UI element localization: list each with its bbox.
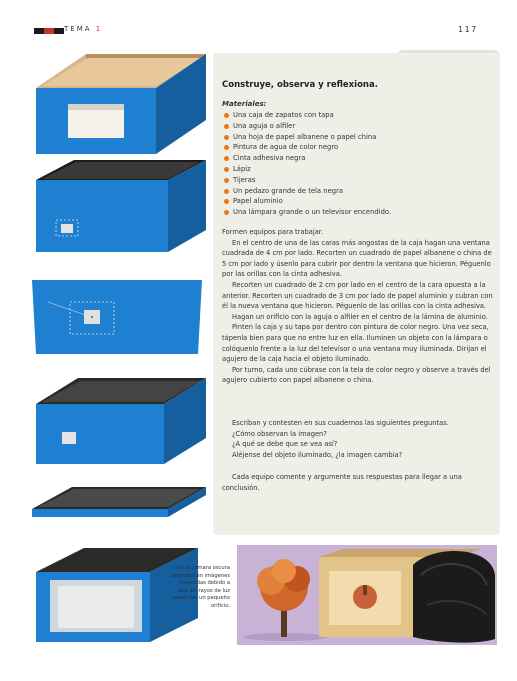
questions-intro: Escriban y contesten en sus cuadernos las siguientes preguntas. [232,419,449,427]
instruction-paragraph: Formen equipos para trabajar. [222,228,324,236]
instruction-paragraph: Recorten un cuadrado de 2 cm por lado en el centro de la cara opuesta a la anterior. Recorten un cuadrado de 3 cm por lado de papel aluminio y cubran con él la nueva ventana que hicieron. Péguenlo de las orillas con la cinta adhesiva. [222,280,493,311]
instruction-paragraph: Pinten la caja y su tapa por dentro con pintura de color negro. Una vez seca, tápenla bien para que no entre luz en ella. Iluminen un objeto con la lámpara o colóquenlo frente a la luz del televisor o una ventana muy iluminada. Dirijan el agujero de la caja hacia el objeto iluminado. [222,323,489,364]
list-item: Pintura de agua de color negro [222,142,492,153]
tema-block-icon [34,28,44,34]
figure-caption: En la cámara oscura se producen imágenes invertidas debido a que los rayos de luz pasan por un pequeño orificio. [171,565,230,609]
list-item: Lápiz [222,164,492,175]
list-item: Una aguja o alfiler [222,121,492,132]
tema-number: 1 [95,25,103,33]
page-number: 117 [458,25,478,34]
panel-title: Construye, observa y reflexiona. [222,80,378,90]
box-illustration-lid [28,485,210,525]
materials-heading: Materiales: [222,100,267,108]
closing-block [222,472,494,493]
instruction-paragraph: Hagan un orificio con la aguja o alfiler en el centro de la lámina de aluminio. [232,312,488,321]
list-item: Un pedazo grande de tela negra [222,186,492,197]
closing-text: Cada equipo comente y argumente sus respuestas para llegar a una conclusión. [222,473,462,492]
instruction-paragraph: En el centro de una de las caras más angostas de la caja hagan una ventana cuadrada de 4 cm por lado. Recorten un cuadrado de papel albanene o china de 5 cm por lado y úsenlo para cubrir por dentro la ventana que hicieron. Péguenlo por las orillas con la cinta adhesiva. [222,238,492,279]
box-illustration-small-window [28,160,210,260]
question-item: ¿A qué se debe que se vea así? [232,440,338,449]
list-item: Papel aluminio [222,196,492,207]
question-item: ¿Cómo observan la imagen? [232,429,327,438]
box-illustration-open-window [28,50,210,160]
tema-block-icon [54,28,64,34]
page-header [0,0,517,48]
box-illustration-pinhole [28,272,210,358]
questions-block [222,418,494,460]
list-item: Cinta adhesiva negra [222,153,492,164]
question-item: Aléjense del objeto iluminado, ¿la imagen cambia? [232,450,403,459]
instructions-text [222,227,494,386]
tema-label [64,25,102,33]
list-item: Tijeras [222,175,492,186]
list-item: Una hoja de papel albanene o papel china [222,132,492,143]
box-illustration-black-inside [28,378,210,468]
list-item: Una lámpara grande o un televisor encendido. [222,207,492,218]
instruction-paragraph: Por turno, cada uno cúbrase con la tela de color negro y observe a través del agujero cubierto con papel albanene o china. [222,365,491,385]
tema-block-icon [44,28,54,34]
materials-list [222,110,492,218]
tema-word: TEMA [64,25,92,33]
camera-obscura-photo [237,545,497,645]
list-item: Una caja de zapatos con tapa [222,110,492,121]
